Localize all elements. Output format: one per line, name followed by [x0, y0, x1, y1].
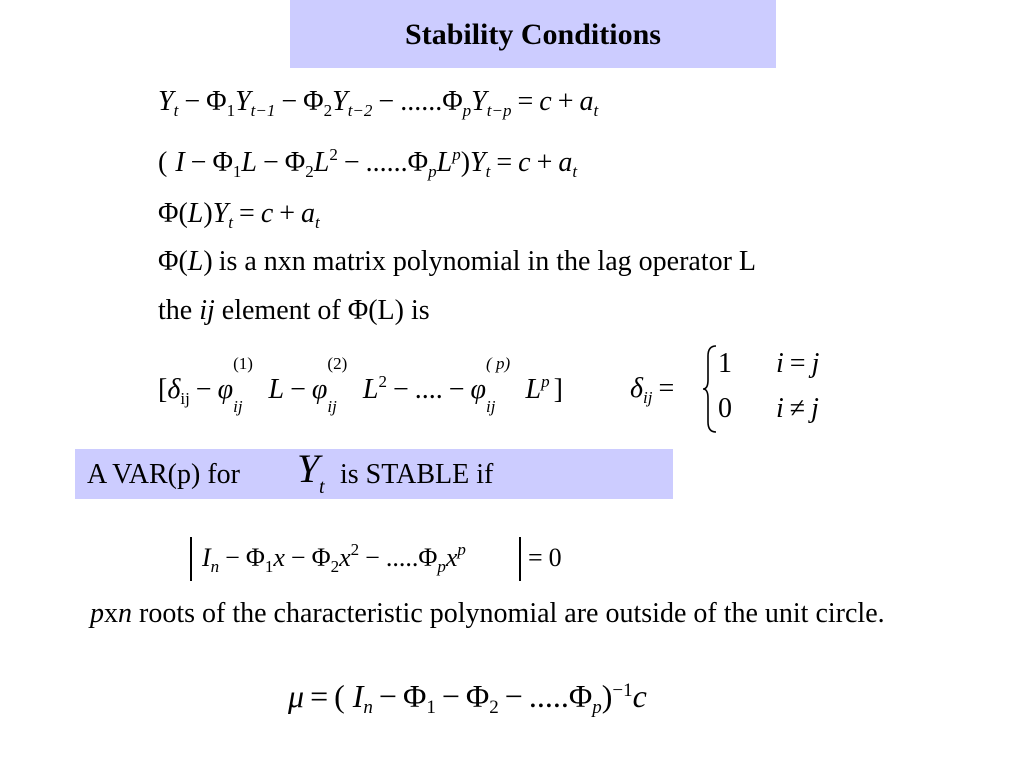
y-var: Y: [235, 86, 251, 117]
description-text: is a nxn matrix polynomial in the lag operator L: [218, 246, 757, 277]
x-var: x: [273, 543, 285, 572]
mean-formula: [288, 676, 647, 716]
delta-cases: [718, 344, 819, 434]
y-var: Y: [332, 86, 348, 117]
subscript: 2: [330, 557, 340, 576]
operator: −: [195, 374, 212, 405]
subscript: p: [592, 697, 602, 718]
index-ij: ij: [199, 295, 215, 326]
subscript: ij: [327, 397, 337, 416]
phi-symbol: Φ: [402, 678, 427, 714]
lag-operator: L: [525, 374, 542, 405]
phi-of-l: Φ(L): [347, 295, 404, 326]
phi-symbol: Φ: [311, 543, 331, 572]
phi-symbol: Φ: [418, 543, 438, 572]
operator: +: [557, 86, 574, 117]
determinant-expression: [202, 540, 466, 576]
delta-symbol: δ: [167, 374, 181, 405]
delta-case-equal: [718, 344, 819, 389]
determinant-bar-left: [190, 537, 192, 581]
slide-title-bar: [290, 0, 776, 68]
roots-statement: [90, 596, 885, 632]
operator: =: [310, 678, 329, 714]
superscript: p: [457, 540, 466, 559]
operator: =: [789, 348, 806, 379]
operator: −: [392, 374, 409, 405]
index-i: i: [776, 393, 784, 424]
identity-matrix: I: [202, 543, 211, 572]
paren: ): [460, 147, 471, 178]
text: element of: [221, 295, 341, 326]
operator: −: [263, 147, 279, 178]
lag-operator: L: [362, 374, 379, 405]
operator: −: [504, 678, 523, 714]
ellipsis: ......: [400, 86, 443, 117]
operator: −: [441, 678, 460, 714]
subscript: t−p: [486, 101, 512, 120]
subscript: 2: [305, 162, 314, 181]
lag-operator: L: [187, 198, 204, 229]
operator: =: [528, 543, 543, 572]
operator: ≠: [789, 393, 806, 424]
lag-operator: L: [436, 147, 453, 178]
operator: =: [658, 373, 675, 404]
subscript: n: [210, 557, 220, 576]
phi-symbol: Φ: [284, 147, 306, 178]
case-value: 0: [718, 393, 732, 424]
operator: −: [448, 374, 465, 405]
subscript: 1: [426, 697, 436, 718]
constant-c: c: [518, 147, 531, 178]
subscript: 1: [226, 101, 236, 120]
y-var: Y: [470, 147, 486, 178]
constant-c: c: [260, 198, 274, 229]
paren: (: [158, 147, 168, 178]
operator: −: [290, 543, 306, 572]
subscript: ij: [643, 388, 653, 407]
stability-suffix: is STABLE if: [340, 459, 494, 490]
y-var: Y: [212, 198, 229, 229]
subscript: t: [315, 213, 320, 232]
x-var: x: [445, 543, 458, 572]
phi-symbol: Φ: [568, 678, 593, 714]
subscript: t: [593, 101, 599, 120]
subscript: t: [485, 162, 491, 181]
superscript: p: [452, 145, 461, 164]
subscript: 2: [323, 101, 333, 120]
subscript: t: [319, 476, 325, 498]
superscript: 2: [329, 145, 338, 164]
text: is: [410, 295, 430, 326]
subscript: t−2: [347, 101, 373, 120]
operator: −: [343, 147, 360, 178]
lag-operator-equation: [158, 145, 577, 181]
stability-prefix: A VAR(p) for: [87, 459, 240, 490]
case-value: 1: [718, 348, 732, 379]
paren: ): [203, 246, 213, 277]
element-polynomial: [$\delta_{ij} - \varphi_{ij}$ (1) $L - \varphi_{ij}$ (2) $L^2$ − .... − $\varphi_{ij}$ ( p) $L^p$ ]: [158, 354, 563, 416]
phi-symbol: Φ: [245, 543, 265, 572]
operator: −: [190, 147, 207, 178]
operator: −: [290, 374, 306, 405]
matrix-polynomial-description: [158, 244, 756, 280]
delta-symbol: δ: [630, 373, 644, 404]
error-term: a: [301, 198, 316, 229]
subscript: p: [462, 101, 472, 120]
index-i: i: [776, 348, 784, 379]
subscript: ij: [233, 397, 243, 416]
subscript: t−1: [250, 101, 276, 120]
lag-operator: L: [313, 147, 330, 178]
paren: (: [178, 198, 188, 229]
operator: −: [281, 86, 298, 117]
ellipsis: .....: [528, 678, 569, 714]
subscript: ij: [180, 389, 190, 408]
x-var: x: [339, 543, 351, 572]
superscript: 2: [378, 372, 387, 391]
phi-symbol: Φ: [407, 147, 429, 178]
mu-symbol: μ: [288, 678, 305, 714]
operator: −: [378, 678, 397, 714]
operator: +: [536, 147, 553, 178]
identity-matrix: I: [175, 147, 185, 178]
phi-symbol: Φ: [206, 86, 227, 117]
phi-coefficient: φ: [311, 374, 328, 405]
curly-brace-icon: [702, 344, 718, 434]
identity-matrix: I: [352, 678, 364, 714]
paren: ): [203, 198, 213, 229]
lag-operator: L: [241, 147, 257, 178]
lag-operator: L: [268, 374, 285, 405]
element-description: [158, 293, 430, 329]
operator: +: [279, 198, 296, 229]
p-var: p: [90, 598, 104, 629]
paren: ): [601, 678, 613, 714]
roots-text: roots of the characteristic polynomial are outside of the unit circle.: [139, 598, 885, 629]
superscript: 2: [350, 540, 360, 559]
compact-equation: [158, 196, 320, 232]
phi-symbol: Φ: [212, 147, 233, 178]
subscript: t: [173, 101, 179, 120]
subscript: 2: [489, 697, 499, 718]
superscript: −1: [612, 680, 633, 701]
phi-coefficient: φ: [470, 374, 487, 405]
superscript: p: [541, 372, 550, 391]
y-var: Y: [297, 446, 320, 491]
error-term: a: [579, 86, 594, 117]
subscript: ij: [486, 397, 496, 416]
stability-statement-box: [75, 446, 673, 499]
text: the: [158, 295, 193, 326]
operator: −: [184, 86, 201, 117]
operator: =: [239, 198, 255, 229]
ellipsis: .....: [385, 543, 419, 572]
phi-symbol: Φ: [465, 678, 490, 714]
constant-c: c: [632, 678, 647, 714]
error-term: a: [558, 147, 573, 178]
subscript: 1: [232, 162, 242, 181]
operator: −: [378, 86, 395, 117]
times-symbol: x: [104, 598, 118, 629]
subscript: t: [228, 213, 234, 232]
determinant-bar-right: [519, 537, 521, 581]
operator: =: [517, 86, 534, 117]
index-j: j: [811, 393, 819, 424]
delta-case-not-equal: [718, 389, 819, 434]
var-equation: [158, 84, 598, 120]
phi-coefficient: φ: [217, 374, 234, 405]
bracket: ]: [553, 374, 563, 405]
operator: =: [496, 147, 513, 178]
superscript: ( p): [486, 354, 511, 373]
y-var: Y: [471, 86, 487, 117]
slide-title: Stability Conditions: [405, 18, 661, 51]
y-var: Y: [158, 86, 174, 117]
subscript: t: [572, 162, 578, 181]
operator: −: [365, 543, 380, 572]
constant-c: c: [539, 86, 552, 117]
bracket: [: [158, 374, 168, 405]
subscript: p: [437, 557, 446, 576]
delta-lhs: [630, 371, 680, 407]
phi-symbol: Φ: [303, 86, 324, 117]
paren: (: [334, 678, 345, 714]
phi-symbol: Φ: [158, 198, 179, 229]
subscript: p: [428, 162, 437, 181]
ellipsis: ....: [414, 374, 443, 405]
n-var: n: [118, 598, 132, 629]
paren: (: [178, 246, 188, 277]
subscript: n: [363, 697, 373, 718]
phi-symbol: Φ: [442, 86, 463, 117]
ellipsis: ......: [365, 147, 408, 178]
phi-symbol: Φ: [158, 246, 179, 277]
index-j: j: [811, 348, 820, 379]
determinant-rhs: [526, 540, 562, 576]
zero-value: 0: [548, 543, 562, 572]
subscript: 1: [264, 557, 274, 576]
lag-operator: L: [187, 246, 204, 277]
operator: −: [225, 543, 240, 572]
